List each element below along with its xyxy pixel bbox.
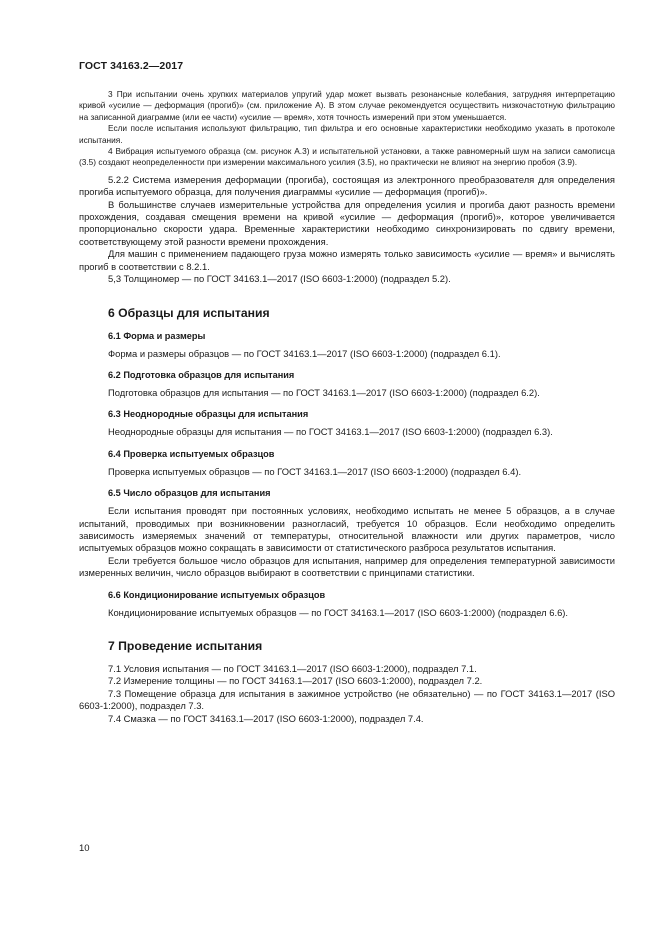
body-paragraph: В большинстве случаев измерительные устройства для определения усилия и прогиба дают разность времени прохождения, создавая смещения времени на кривой «усилие — деформация (прогиб)», которое увеличивается пропорционально скорости удара. Временные характеристики необходимо синхронизировать по сдвигу времени, соответствующему этой разности времени прохождения. <box>79 198 615 247</box>
notes-block <box>79 89 615 169</box>
list-item: 7.2 Измерение толщины — по ГОСТ 34163.1—2017 (ISO 6603-1:2000), подраздел 7.2. <box>108 675 483 687</box>
body-paragraph: 5,3 Толщиномер — по ГОСТ 34163.1—2017 (ISO 6603-1:2000) (подраздел 5.2). <box>108 273 451 285</box>
body-paragraph: 5.2.2 Система измерения деформации (прогиба), состоящая из электронного преобразователя для определения прогиба испытуемого образца, для получения диаграммы «усилие — деформация (прогиб)». <box>79 173 615 198</box>
list-item: 7.4 Смазка — по ГОСТ 34163.1—2017 (ISO 6603-1:2000), подраздел 7.4. <box>108 712 424 724</box>
subsection-6-1 <box>79 348 615 360</box>
note-paragraph: 4 Вибрация испытуемого образца (см. рисунок А.3) и испытательной установки, а также равномерный шум на записи самописца (3.5) создают неопределенности при измерении максимального усилия (3.5), но практически не влияют на энергию пробоя (3.9). <box>79 146 615 168</box>
list-item: 7.3 Помещение образца для испытания в зажимное устройство (не обязательно) — по ГОСТ 34163.1—2017 (ISO 6603-1:2000), подраздел 7.3. <box>79 687 615 712</box>
subsection-6-4 <box>79 466 615 478</box>
subsection-paragraph: Кондиционирование испытуемых образцов — по ГОСТ 34163.1—2017 (ISO 6603-1:2000) (подраздел 6.6). <box>108 606 569 618</box>
note-paragraph: 3 При испытании очень хрупких материалов упругий удар может вызвать резонансные колебания, затрудняя интерпретацию кривой «усилие — деформация (прогиб)» (см. приложение А). В этом случае рекомендуется осуществить низкочастотную фильтрацию на записанной диаграмме (или ее части) «усилие — время», хотя точность измерений при этом уменьшается. <box>79 89 615 122</box>
subsection-title: 6.2 Подготовка образцов для испытания <box>108 369 295 380</box>
subsection-paragraph: Подготовка образцов для испытания — по ГОСТ 34163.1—2017 (ISO 6603-1:2000) (подраздел 6.2). <box>108 386 540 398</box>
body-paragraph: Для машин с применением падающего груза можно измерять только зависимость «усилие — время» и вычислять прогиб в соответствии с 8.2.1. <box>79 248 615 272</box>
subsection-paragraph: Если испытания проводят при постоянных условиях, необходимо испытать не менее 5 образцов, а в случае испытаний, проводимых при возникновении разногласий, требуется 10 образцов. Если необходимо определить зависимость измеряемых значений от температуры, относительной влажности или других параметров, число испытуемых образцов можно сокращать в зависимости от статистического разброса результатов испытания. <box>79 505 615 554</box>
section-6-title: 6 Образцы для испытания <box>108 305 270 320</box>
page-number: 10 <box>79 843 90 854</box>
subsection-title: 6.5 Число образцов для испытания <box>108 488 271 499</box>
subsection-title: 6.3 Неоднородные образцы для испытания <box>108 409 309 420</box>
section-7-items <box>79 663 615 725</box>
subsection-title: 6.6 Кондиционирование испытуемых образцов <box>108 589 326 600</box>
page-content <box>79 89 615 725</box>
subsection-6-5 <box>79 505 615 579</box>
subsection-paragraph: Проверка испытуемых образцов — по ГОСТ 34163.1—2017 (ISO 6603-1:2000) (подраздел 6.4). <box>108 465 522 477</box>
list-item: 7.1 Условия испытания — по ГОСТ 34163.1—2017 (ISO 6603-1:2000), подраздел 7.1. <box>108 662 477 674</box>
subsection-title: 6.1 Форма и размеры <box>108 330 206 341</box>
subsection-paragraph: Если требуется большое число образцов для испытания, например для определения температурной зависимости измеренных величин, число образцов выбирают в соответствии с принципами статистики. <box>79 554 615 579</box>
subsection-6-6 <box>79 607 615 619</box>
note-paragraph: Если после испытания используют фильтрацию, тип фильтра и его основные характеристики необходимо указать в протоколе испытания. <box>79 123 615 145</box>
subsection-paragraph: Неоднородные образцы для испытания — по ГОСТ 34163.1—2017 (ISO 6603-1:2000) (подраздел 6.3). <box>108 426 553 438</box>
subsection-6-3 <box>79 426 615 438</box>
subsection-6-2 <box>79 387 615 399</box>
body-block <box>79 174 615 286</box>
section-7-title: 7 Проведение испытания <box>108 638 263 653</box>
standard-header: ГОСТ 34163.2—2017 <box>79 60 184 72</box>
subsection-paragraph: Форма и размеры образцов — по ГОСТ 34163.1—2017 (ISO 6603-1:2000) (подраздел 6.1). <box>108 347 501 359</box>
subsection-title: 6.4 Проверка испытуемых образцов <box>108 448 275 459</box>
